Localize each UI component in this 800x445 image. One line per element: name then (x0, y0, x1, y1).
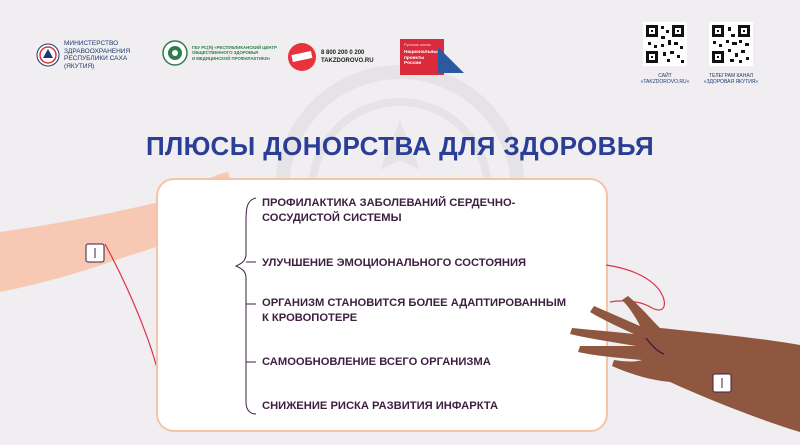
benefit-item (262, 196, 602, 226)
projects-ribbon (438, 47, 464, 73)
benefit-line: СОСУДИСТОЙ СИСТЕМЫ (262, 212, 402, 224)
minzdrav-emblem-icon (36, 43, 60, 67)
bandage-icon (713, 374, 731, 392)
center-line1: ГБУ РС(Я) «РЕСПУБЛИКАНСКИЙ ЦЕНТР (192, 44, 277, 50)
benefit-line: ПРОФИЛАКТИКА ЗАБОЛЕВАНИЙ СЕРДЕЧНО- (262, 197, 516, 209)
qr-tg-caption-line2: «ЗДОРОВАЯ ЯКУТИЯ» (703, 79, 759, 85)
qr-site-caption-line1: САЙТ (658, 73, 672, 79)
qr-code-icon (643, 22, 687, 66)
benefit-item (262, 355, 602, 370)
benefit-item (262, 256, 602, 271)
national-projects-logo (400, 39, 464, 75)
qr-site-block[interactable] (633, 22, 697, 85)
projects-main-text: Национальные проекты России (404, 50, 441, 67)
hotline-logo (287, 42, 374, 72)
minzdrav-line1: МИНИСТЕРСТВО (64, 40, 119, 47)
center-logo (162, 40, 302, 66)
page-title: ПЛЮСЫ ДОНОРСТВА ДЛЯ ЗДОРОВЬЯ (145, 131, 655, 161)
benefit-line: СНИЖЕНИЕ РИСКА РАЗВИТИЯ ИНФАРКТА (262, 400, 499, 412)
center-line3: И МЕДИЦИНСКОЙ ПРОФИЛАКТИКИ» (192, 55, 271, 61)
qr-code-icon (709, 22, 753, 66)
hotline-logo-icon (287, 42, 317, 72)
projects-top-text: Русская жизнь (404, 42, 431, 47)
benefit-line: САМООБНОВЛЕНИЕ ВСЕГО ОРГАНИЗМА (262, 356, 491, 368)
benefit-item (262, 399, 602, 414)
benefit-item (262, 296, 602, 326)
qr-telegram-block[interactable] (699, 22, 763, 85)
minzdrav-line3: РЕСПУБЛИКИ САХА (ЯКУТИЯ) (64, 55, 128, 70)
benefit-line: УЛУЧШЕНИЕ ЭМОЦИОНАЛЬНОГО СОСТОЯНИЯ (262, 257, 527, 269)
qr-tg-caption-line1: ТЕЛЕГРАМ КАНАЛ (708, 73, 754, 79)
minzdrav-line2: ЗДРАВООХРАНЕНИЯ (64, 47, 131, 55)
center-emblem-icon (162, 40, 188, 66)
benefit-line: ОРГАНИЗМ СТАНОВИТСЯ БОЛЕЕ АДАПТИРОВАННЫМ (262, 297, 567, 309)
qr-site-caption-line2: «TAKZDOROVO.RU» (640, 79, 690, 85)
benefit-line: К КРОВОПОТЕРЕ (262, 312, 358, 324)
hotline-phone: 8 800 200 0 200 (321, 50, 365, 56)
center-line2: ОБЩЕСТВЕННОГО ЗДОРОВЬЯ (192, 50, 259, 56)
hotline-site: TAKZDOROVO.RU (321, 58, 374, 64)
minzdrav-logo (36, 40, 154, 70)
bandage-icon (86, 244, 104, 262)
